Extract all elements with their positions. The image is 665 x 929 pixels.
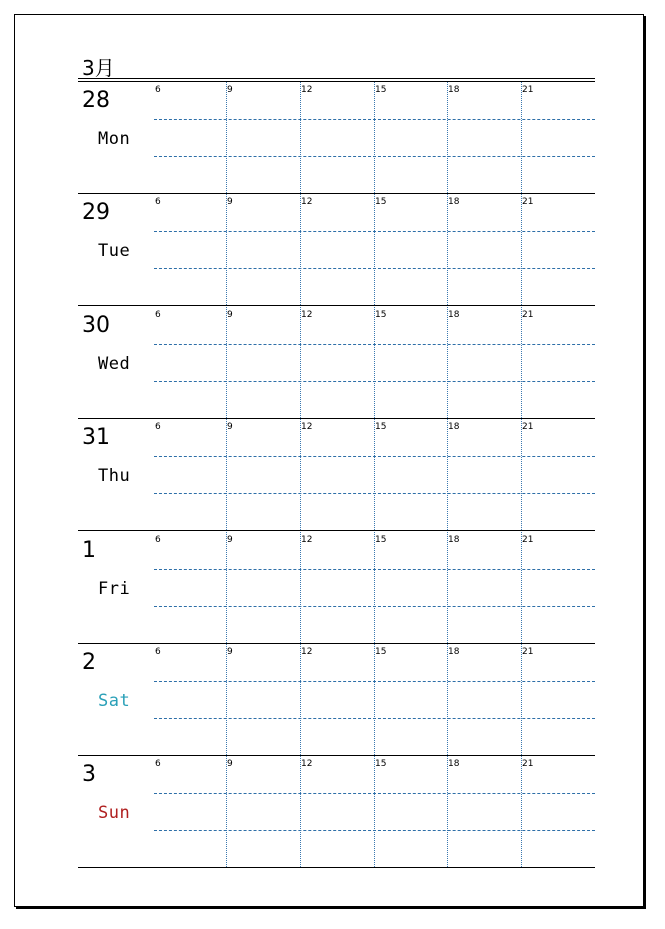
dashed-guide — [154, 381, 595, 382]
hour-divider — [374, 419, 375, 530]
day-row — [78, 82, 595, 194]
dashed-guide — [154, 456, 595, 457]
hour-divider — [521, 756, 522, 867]
hour-divider — [447, 194, 448, 305]
day-row — [78, 756, 595, 868]
hour-label: 15 — [375, 422, 387, 433]
hour-divider — [447, 756, 448, 867]
hour-divider — [226, 194, 227, 305]
weekday-label: Tue — [98, 241, 131, 262]
dashed-guide — [154, 793, 595, 794]
weekday-label: Mon — [98, 129, 131, 149]
hour-label: 18 — [448, 309, 460, 320]
hour-divider — [521, 419, 522, 530]
hour-divider — [226, 644, 227, 755]
hour-divider — [374, 644, 375, 755]
hour-divider — [374, 756, 375, 867]
hour-label: 15 — [375, 309, 387, 320]
date-number: 31 — [82, 425, 110, 451]
hour-divider — [226, 419, 227, 530]
hour-label: 12 — [301, 309, 313, 320]
weekday-label: Sat — [98, 691, 131, 711]
hour-label: 18 — [448, 534, 460, 545]
hour-label: 21 — [522, 647, 534, 657]
hour-divider — [521, 194, 522, 305]
hour-label: 15 — [375, 85, 387, 95]
hour-label: 6 — [155, 422, 161, 433]
day-row — [78, 419, 595, 531]
hour-divider — [374, 532, 375, 643]
hour-divider — [374, 307, 375, 418]
weekday-label: Wed — [98, 353, 131, 374]
hour-label: 12 — [301, 759, 313, 770]
hour-label: 21 — [522, 197, 534, 208]
day-row — [78, 532, 595, 644]
dashed-guide — [154, 268, 595, 269]
hour-divider — [374, 194, 375, 305]
hour-label: 12 — [301, 197, 313, 208]
hour-label: 18 — [448, 647, 460, 657]
hour-label: 12 — [301, 85, 313, 95]
hour-divider — [447, 419, 448, 530]
hour-label: 21 — [522, 309, 534, 320]
hour-divider — [226, 307, 227, 418]
hour-divider — [447, 644, 448, 755]
hour-divider — [521, 644, 522, 755]
month-title: 3月 — [82, 56, 115, 80]
hour-label: 18 — [448, 422, 460, 433]
dashed-guide — [154, 569, 595, 570]
hour-divider — [300, 307, 301, 418]
hour-divider — [300, 756, 301, 867]
hour-label: 18 — [448, 197, 460, 208]
hour-label: 12 — [301, 422, 313, 433]
hour-label: 21 — [522, 422, 534, 433]
day-row — [78, 194, 595, 306]
hour-label: 6 — [155, 759, 161, 770]
hour-label: 9 — [227, 759, 233, 770]
hour-label: 15 — [375, 647, 387, 657]
hour-label: 9 — [227, 197, 233, 208]
hour-divider — [521, 82, 522, 193]
day-row — [78, 644, 595, 756]
hour-label: 9 — [227, 422, 233, 433]
hour-label: 9 — [227, 309, 233, 320]
hour-divider — [300, 532, 301, 643]
hour-label: 6 — [155, 197, 161, 208]
hour-divider — [226, 756, 227, 867]
dashed-guide — [154, 119, 595, 120]
hour-label: 9 — [227, 85, 233, 95]
hour-label: 12 — [301, 647, 313, 657]
date-number: 29 — [82, 200, 110, 226]
hour-divider — [226, 532, 227, 643]
weekday-label: Fri — [98, 578, 131, 599]
hour-divider — [300, 82, 301, 193]
hour-divider — [521, 532, 522, 643]
hour-divider — [300, 419, 301, 530]
weekday-label: Sun — [98, 803, 131, 824]
hour-label: 6 — [155, 85, 161, 95]
dashed-guide — [154, 718, 595, 719]
day-row — [78, 307, 595, 419]
hour-label: 9 — [227, 534, 233, 545]
hour-label: 6 — [155, 534, 161, 545]
hour-label: 21 — [522, 759, 534, 770]
dashed-guide — [154, 231, 595, 232]
hour-divider — [300, 644, 301, 755]
dashed-guide — [154, 830, 595, 831]
date-number: 1 — [82, 537, 96, 563]
dashed-guide — [154, 493, 595, 494]
hour-label: 6 — [155, 647, 161, 657]
date-number: 2 — [82, 650, 96, 675]
hour-divider — [521, 307, 522, 418]
date-number: 3 — [82, 762, 96, 788]
hour-divider — [447, 82, 448, 193]
dashed-guide — [154, 606, 595, 607]
header-rule — [78, 78, 595, 79]
weekday-label: Thu — [98, 466, 131, 487]
hour-divider — [300, 194, 301, 305]
hour-label: 6 — [155, 309, 161, 320]
dashed-guide — [154, 681, 595, 682]
hour-divider — [374, 82, 375, 193]
hour-label: 9 — [227, 647, 233, 657]
day-separator — [78, 867, 595, 868]
dashed-guide — [154, 344, 595, 345]
hour-label: 15 — [375, 759, 387, 770]
date-number: 30 — [82, 312, 110, 338]
hour-label: 18 — [448, 85, 460, 95]
hour-label: 21 — [522, 534, 534, 545]
hour-label: 15 — [375, 534, 387, 545]
hour-label: 15 — [375, 197, 387, 208]
dashed-guide — [154, 156, 595, 157]
hour-divider — [226, 82, 227, 193]
hour-label: 18 — [448, 759, 460, 770]
hour-divider — [447, 307, 448, 418]
hour-divider — [447, 532, 448, 643]
date-number: 28 — [82, 88, 110, 113]
hour-label: 21 — [522, 85, 534, 95]
hour-label: 12 — [301, 534, 313, 545]
